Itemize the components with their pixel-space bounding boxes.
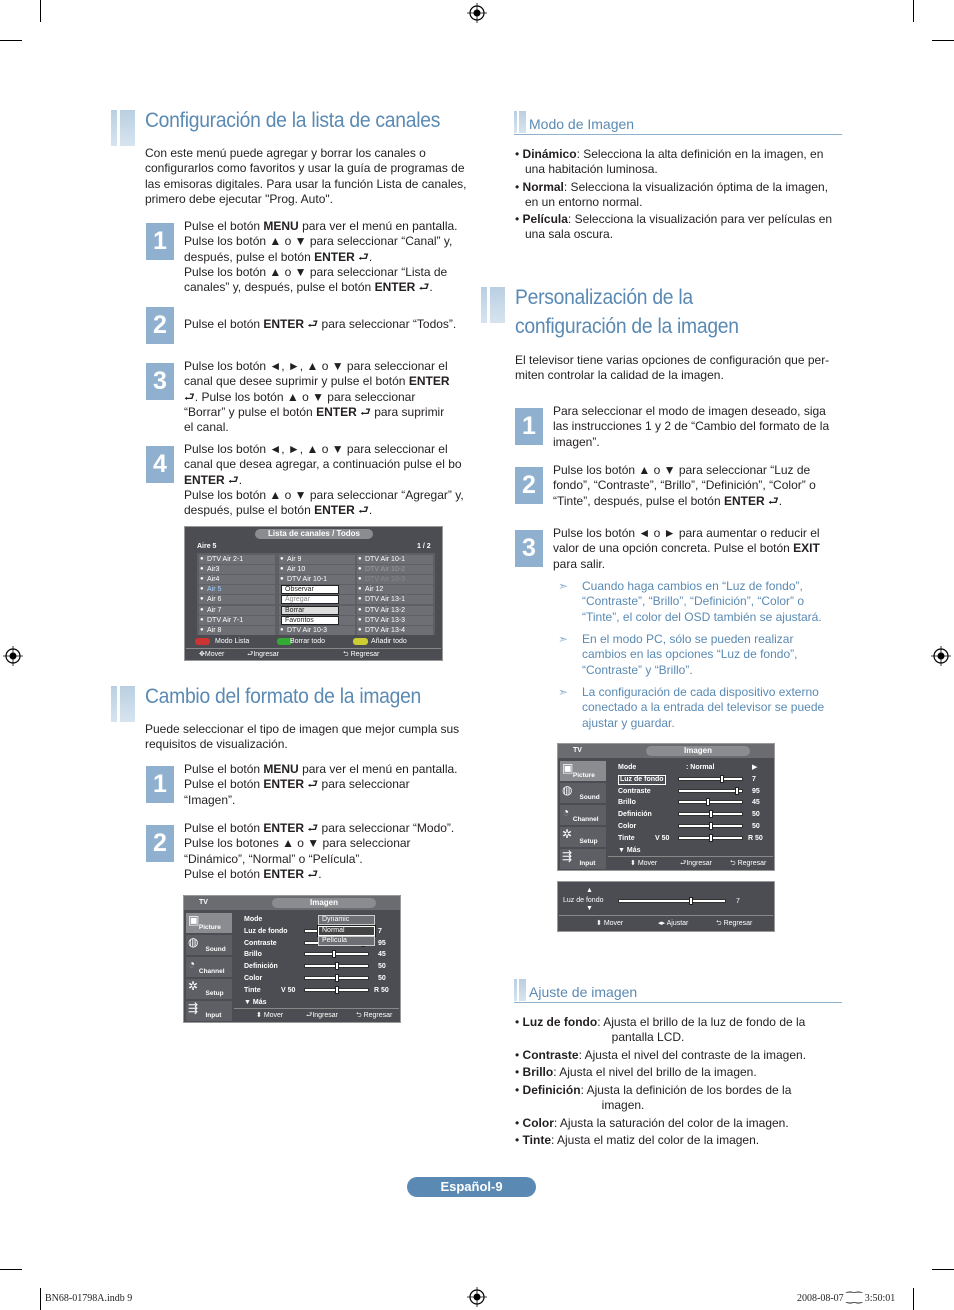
osd-slider[interactable]: [304, 976, 369, 980]
bullet-text: : Ajusta la definición de los bordes de la imagen.: [515, 1083, 792, 1113]
note-arrow-icon: ➣: [558, 579, 569, 593]
tv-icon: ●: [200, 616, 204, 623]
osd-slider-thumb[interactable]: [720, 775, 724, 783]
step-text: Pulse los botón ◄, ►, ▲ o ▼ para seleccionar el canal que desea agregar, a continuación pulse el bo ENTER ⮐. Pulse los botón ▲ o ▼ para seleccionar “Agregar” y, después, pulse el botón ENTER ⮐.: [184, 442, 464, 518]
osd-side-label: Sound: [205, 946, 226, 953]
nav-label: Regresar: [363, 1012, 393, 1019]
osd-slider-thumb[interactable]: [335, 986, 339, 994]
image-osd-left: [183, 895, 401, 1023]
osd-nav-ingresar: ⮐Ingresar: [306, 1012, 338, 1019]
registration-mark-icon: [931, 646, 951, 666]
slider-label: Luz de fondo: [563, 897, 604, 904]
nav-label: Mover: [263, 1012, 284, 1019]
bullet-dot-icon: •: [515, 1065, 523, 1079]
bullet-item: [515, 1083, 791, 1114]
osd-row-label[interactable]: Color: [618, 823, 637, 830]
section-heading-ajuste: Ajuste de imagen: [529, 984, 638, 1000]
section-title-personalization-1: Personalización de la: [515, 286, 693, 309]
osd-slider[interactable]: [304, 964, 369, 968]
step-number: 2: [146, 307, 174, 344]
osd-row-value: 95: [752, 787, 760, 795]
osd-slider-thumb[interactable]: [332, 950, 336, 958]
setup-icon: ✲: [562, 827, 573, 841]
channel-item[interactable]: DTV Air 13-1: [365, 596, 406, 604]
osd-side-label: Picture: [572, 772, 595, 779]
step-number: 1: [515, 408, 543, 445]
channel-icon: ◔: [188, 957, 196, 971]
osd-slider-thumb[interactable]: [709, 834, 713, 842]
osd-nav-ingresar: ⮐Ingresar: [680, 860, 712, 867]
osd-side-label: Sound: [579, 794, 600, 801]
bullet-item: [515, 1065, 757, 1080]
osd-divider: [608, 856, 773, 857]
osd-row-label[interactable]: Mode: [618, 764, 637, 771]
channel-item[interactable]: DTV Air 10-1: [287, 576, 328, 584]
osd-row-label[interactable]: Tinte: [244, 986, 261, 994]
note-arrow-icon: ➣: [558, 685, 569, 699]
channel-item[interactable]: DTV Air 10-1: [365, 556, 406, 563]
bullet-text: : Selecciona la visualización para ver películas en una sala oscura.: [515, 212, 833, 242]
channel-item[interactable]: DTV Air 13-4: [365, 626, 406, 634]
osd-side-label: Setup: [579, 838, 598, 845]
tv-icon: ●: [358, 586, 362, 593]
osd-nav-ajustar: ◂▸ Ajustar: [658, 920, 689, 927]
tv-icon: ●: [280, 556, 284, 562]
osd-row-label[interactable]: Color: [244, 975, 263, 982]
channel-item[interactable]: Air 7: [207, 606, 222, 614]
note-text: En el modo PC, sólo se pueden realizar cambios en las opciones “Luz de fondo”, “Contraste” y “Brillo”.: [582, 632, 798, 677]
bullet-item: [515, 1048, 806, 1063]
channel-item[interactable]: Observar: [281, 585, 339, 594]
osd-side-label: Input: [205, 1012, 222, 1019]
osd-row-value: 50: [378, 975, 386, 982]
osd-tv-label: TV: [199, 899, 208, 906]
heading-rule: [514, 134, 842, 135]
osd-nav-mover: ⬍ Mover: [596, 920, 624, 927]
section-title-image-format: Cambio del formato de la imagen: [145, 685, 422, 708]
channel-item[interactable]: Agregar: [281, 595, 339, 604]
osd-row-label[interactable]: ▼ Más: [244, 998, 267, 1006]
mode-option[interactable]: Película: [318, 936, 375, 946]
right-arrow-icon: ▶: [752, 764, 758, 771]
tv-icon: ●: [200, 586, 204, 593]
tv-icon: ●: [200, 626, 204, 633]
channel-icon: ◔: [562, 805, 570, 819]
tv-icon: ●: [200, 606, 204, 613]
osd-side-label: Channel: [572, 816, 599, 823]
channel-item[interactable]: DTV Air 13-3: [365, 616, 406, 624]
osd-slider-thumb[interactable]: [709, 822, 713, 830]
osd-row-label[interactable]: ▼ Más: [618, 846, 641, 854]
osd-nav-regresar: ⮌ Regresar: [356, 1012, 393, 1019]
tv-icon: ●: [358, 606, 362, 613]
input-icon: ⇶: [188, 1001, 199, 1015]
bullet-item: [515, 180, 828, 211]
bullet-term: Normal: [522, 180, 564, 194]
osd-row-value: R 50: [374, 986, 389, 994]
tv-icon: ●: [358, 596, 362, 603]
personalization-intro: El televisor tiene varias opciones de configuración que per- miten controlar la calidad de la imagen.: [515, 353, 830, 383]
osd-slider[interactable]: [678, 836, 743, 840]
bullet-item: [515, 1116, 789, 1131]
registration-mark-icon: [467, 1287, 487, 1307]
osd-nav-ingresar: ⮐Ingresar: [247, 651, 279, 658]
section-title-channel-list: Configuración de la lista de canales: [145, 109, 441, 132]
tv-icon: ●: [358, 556, 362, 562]
bullet-dot-icon: •: [515, 212, 523, 226]
mode-option[interactable]: Normal: [318, 926, 375, 936]
step-number: 1: [146, 223, 174, 260]
osd-row-value: 95: [378, 939, 386, 947]
osd-slider[interactable]: [678, 789, 743, 793]
osd-row-value: 7: [752, 775, 756, 783]
bullet-term: Luz de fondo: [522, 1015, 598, 1029]
channel-list-osd: [184, 526, 443, 661]
file-info: BN68-01798A.indb 9: [45, 1293, 133, 1304]
osd-nav-regresar: ⮌ Regresar: [716, 920, 753, 927]
osd-side-label: Setup: [205, 990, 224, 997]
osd-row-left-value: V 50: [281, 986, 296, 994]
osd-title: Lista de canales / Todos: [268, 529, 360, 538]
osd-row-value: R 50: [748, 834, 763, 842]
step-text: Pulse los botón ▲ o ▼ para seleccionar “Luz de fondo”, “Contraste”, “Brillo”, “Definición”, “Color” o “Tinte”, después, pulse el botón ENTER ⮐.: [553, 463, 816, 508]
slider-value: 7: [736, 898, 740, 905]
step-text: Pulse los botón ◄ o ► para aumentar o reducir el valor de una opción concreta. Pulse el botón EXIT para salir.: [553, 526, 820, 571]
channel-item[interactable]: DTV Air 10-3: [287, 626, 328, 634]
nav-label: Ingresar: [686, 860, 712, 867]
bullet-text: : Ajusta el nivel del brillo de la imagen.: [553, 1065, 757, 1079]
channel-item[interactable]: DTV Air 10-2: [365, 566, 406, 574]
sound-icon: ◍: [562, 783, 573, 797]
osd-row-label[interactable]: Luz de fondo: [244, 927, 288, 935]
nav-label: Ingresar: [312, 1012, 338, 1019]
note-text: La configuración de cada dispositivo externo conectado a la entrada del televisor se puede ajustar y guardar.: [582, 685, 825, 730]
osd-title: Imagen: [309, 898, 338, 907]
step-number: 3: [146, 363, 174, 400]
bullet-dot-icon: •: [515, 1083, 523, 1097]
osd-row-label[interactable]: Definición: [618, 811, 652, 819]
tv-icon: ●: [200, 596, 204, 603]
osd-row-label[interactable]: Luz de fondo: [620, 775, 664, 783]
sound-icon: ◍: [188, 935, 199, 949]
print-date: 2008-08-07 ⁐⁐ 3:50:01: [797, 1293, 896, 1304]
backlight-slider[interactable]: [618, 899, 726, 903]
step-text: Pulse el botón ENTER ⮐ para seleccionar “Todos”.: [184, 317, 457, 331]
picture-icon: ▣: [562, 761, 574, 775]
osd-row-label[interactable]: Contraste: [618, 787, 651, 795]
bullet-dot-icon: •: [515, 1015, 523, 1029]
bullet-text: : Selecciona la visualización óptima de la imagen, en un entorno normal.: [515, 180, 829, 210]
bullet-term: Color: [522, 1116, 554, 1130]
channel-item[interactable]: Air 5: [207, 586, 222, 594]
step-number: 4: [146, 446, 174, 483]
section-title-personalization-2: configuración de la imagen: [515, 315, 739, 338]
borrar-todo-button[interactable]: Borrar todo: [290, 638, 326, 645]
nav-label: Mover: [637, 860, 658, 867]
bullet-term: Dinámico: [522, 147, 577, 161]
channel-item[interactable]: Air4: [207, 576, 220, 584]
heading-bars: [481, 287, 505, 323]
tv-icon: ●: [358, 566, 362, 573]
osd-nav-mover: ⬍ Mover: [630, 860, 658, 867]
heading-bars: [111, 110, 135, 146]
channel-item[interactable]: Air 8: [207, 626, 222, 634]
page-number-badge: Español-9: [407, 1177, 536, 1197]
osd-row-value: 50: [752, 811, 760, 819]
osd-row-label[interactable]: Contraste: [244, 939, 277, 947]
bullet-dot-icon: •: [515, 1133, 523, 1147]
osd-title: Imagen: [683, 746, 712, 755]
channel-item[interactable]: DTV Air 2-1: [207, 556, 244, 563]
bullet-term: Definición: [522, 1083, 581, 1097]
tv-icon: ●: [358, 616, 362, 623]
osd-row-label[interactable]: Brillo: [618, 799, 636, 807]
step-number: 1: [146, 766, 174, 803]
osd-side-label: Channel: [198, 968, 225, 975]
channel-item[interactable]: Borrar: [281, 606, 339, 615]
channel-item[interactable]: Air3: [207, 566, 220, 574]
tv-icon: ●: [280, 566, 284, 573]
bullet-item: [515, 1133, 759, 1148]
osd-row-label[interactable]: Tinte: [618, 834, 635, 842]
bullet-item: [515, 147, 823, 178]
step-number: 3: [515, 530, 543, 567]
modo-lista-button[interactable]: Modo Lista: [215, 638, 250, 645]
channel-item[interactable]: DTV Air 13-2: [365, 606, 406, 614]
osd-row-value: 7: [378, 927, 382, 935]
setup-icon: ✲: [188, 979, 199, 993]
bullet-term: Película: [522, 212, 568, 226]
step-text: Pulse los botón ◄, ►, ▲ o ▼ para seleccionar el canal que desee suprimir y pulse el botón ENTER ⮐. Pulse los botón ▲ o ▼ para seleccionar “Borrar” y pulse el botón ENTER ⮐ para suprimir el canal.: [184, 359, 450, 435]
section-heading-modo: Modo de Imagen: [529, 116, 635, 132]
bullet-item: [515, 1015, 805, 1046]
bullet-item: [515, 212, 832, 243]
osd-divider: [234, 1008, 399, 1009]
single-slider-osd: [557, 881, 775, 932]
picture-icon: ▣: [188, 913, 200, 927]
step-text: Para seleccionar el modo de imagen deseado, siga las instrucciones 1 y 2 de “Cambio del formato de la imagen”.: [553, 404, 830, 449]
step-number: 2: [146, 825, 174, 862]
tv-icon: ●: [280, 626, 284, 633]
channel-item[interactable]: Air 12: [365, 586, 384, 594]
bullet-text: : Ajusta el nivel del contraste de la imagen.: [578, 1048, 807, 1062]
channel-item[interactable]: Favoritos: [281, 616, 339, 625]
bullet-term: Brillo: [522, 1065, 554, 1079]
bullet-text: : Selecciona la alta definición en la imagen, en una habitación luminosa.: [515, 147, 824, 177]
osd-slider[interactable]: [678, 800, 743, 804]
mode-option[interactable]: Dynamic: [318, 915, 375, 925]
bullet-text: : Ajusta la saturación del color de la imagen.: [553, 1116, 789, 1130]
bullet-dot-icon: •: [515, 1116, 523, 1130]
bullet-dot-icon: •: [515, 1048, 523, 1062]
channel-item[interactable]: Air 10: [287, 566, 306, 574]
osd-tv-label: TV: [573, 747, 582, 754]
bullet-dot-icon: •: [515, 180, 523, 194]
osd-row-label[interactable]: Definición: [244, 963, 278, 971]
channel-list-intro: Con este menú puede agregar y borrar los canales o configurarlos como favoritos y usar la guía de programas de las emisoras digitales. Para usar la función Lista de canales, primero debe ejecutar "Prog. Auto".: [145, 146, 467, 206]
bullet-term: Tinte: [522, 1133, 551, 1147]
nav-label: Regresar: [737, 860, 767, 867]
registration-mark-icon: [467, 3, 487, 23]
tv-icon: ●: [200, 556, 204, 562]
tv-icon: ●: [200, 576, 204, 583]
channel-item[interactable]: Air 9: [287, 556, 302, 563]
channel-item[interactable]: Air 6: [207, 596, 222, 604]
heading-rule: [514, 1002, 842, 1003]
osd-row-value: 50: [378, 963, 386, 971]
osd-slider[interactable]: [304, 952, 369, 956]
osd-nav-mover: ✥Mover: [199, 651, 225, 658]
osd-slider[interactable]: [678, 777, 743, 781]
step-text: Pulse el botón MENU para ver el menú en pantalla. Pulse los botón ▲ o ▼ para seleccionar “Canal” y, después, pulse el botón ENTER ⮐. Pulse los botón ▲ o ▼ para seleccionar “Lista de canales” y, después, pulse el botón ENTER ⮐.: [184, 219, 458, 295]
up-arrow-icon: ▲: [586, 887, 593, 894]
osd-slider[interactable]: [678, 812, 743, 816]
osd-slider[interactable]: [678, 824, 743, 828]
down-arrow-icon: ▼: [586, 905, 593, 912]
osd-page: 1 / 2: [417, 543, 431, 550]
osd-slider-thumb[interactable]: [706, 798, 710, 806]
osd-side-label: Input: [579, 860, 596, 867]
step-text: Pulse el botón MENU para ver el menú en pantalla. Pulse el botón ENTER ⮐ para seleccionar “Imagen”.: [184, 762, 458, 807]
osd-slider-thumb[interactable]: [335, 962, 339, 970]
osd-row-value: 45: [752, 799, 760, 807]
tv-icon: ●: [280, 576, 284, 583]
image-osd-right: [557, 743, 775, 871]
channel-item[interactable]: DTV Air 10-3: [365, 576, 406, 584]
osd-row-label[interactable]: Mode: [244, 916, 263, 923]
step-number: 2: [515, 467, 543, 504]
osd-row-value: 50: [752, 823, 760, 830]
note-arrow-icon: ➣: [558, 632, 569, 646]
heading-bars: [514, 979, 526, 1001]
osd-row-value: 45: [378, 951, 386, 959]
tv-icon: ●: [358, 576, 362, 583]
osd-slider-thumb[interactable]: [335, 974, 339, 982]
registration-mark-icon: [3, 646, 23, 666]
anadir-todo-button[interactable]: Añadir todo: [371, 638, 407, 645]
osd-row-label[interactable]: Brillo: [244, 951, 262, 959]
osd-side-label: Picture: [198, 924, 221, 931]
tv-icon: ●: [200, 566, 204, 573]
bullet-term: Contraste: [522, 1048, 579, 1062]
osd-slider-thumb[interactable]: [735, 787, 739, 795]
channel-item[interactable]: DTV Air 7-1: [207, 616, 244, 624]
heading-bars: [111, 686, 135, 722]
osd-slider[interactable]: [304, 988, 369, 992]
bullet-text: : Ajusta el brillo de la luz de fondo de la pantalla LCD.: [515, 1015, 806, 1045]
input-icon: ⇶: [562, 849, 573, 863]
step-text: Pulse el botón ENTER ⮐ para seleccionar “Modo”. Pulse los botones ▲ o ▼ para seleccionar “Dinámico”, “Normal” o “Película”. Pulse el botón ENTER ⮐.: [184, 821, 455, 881]
note-text: Cuando haga cambios en “Luz de fondo”, “Contraste”, “Brillo”, “Definición”, “Color” o “Tinte”, el color del OSD también se ajustará.: [582, 579, 822, 624]
heading-bars: [514, 111, 526, 133]
osd-nav-mover: ⬍ Mover: [256, 1012, 284, 1019]
osd-nav-regresar: ⮌ Regresar: [730, 860, 767, 867]
tv-icon: ●: [358, 626, 362, 633]
osd-slider-thumb[interactable]: [709, 810, 713, 818]
bullet-text: : Ajusta el matiz del color de la imagen.: [551, 1133, 760, 1147]
osd-row-value: : Normal: [686, 764, 715, 771]
image-format-intro: Puede seleccionar el tipo de imagen que mejor cumpla sus requisitos de visualización.: [145, 722, 460, 752]
osd-source: Aire 5: [197, 543, 217, 550]
bullet-dot-icon: •: [515, 147, 523, 161]
osd-nav-regresar: ⮌ Regresar: [343, 651, 380, 658]
osd-row-left-value: V 50: [655, 834, 670, 842]
